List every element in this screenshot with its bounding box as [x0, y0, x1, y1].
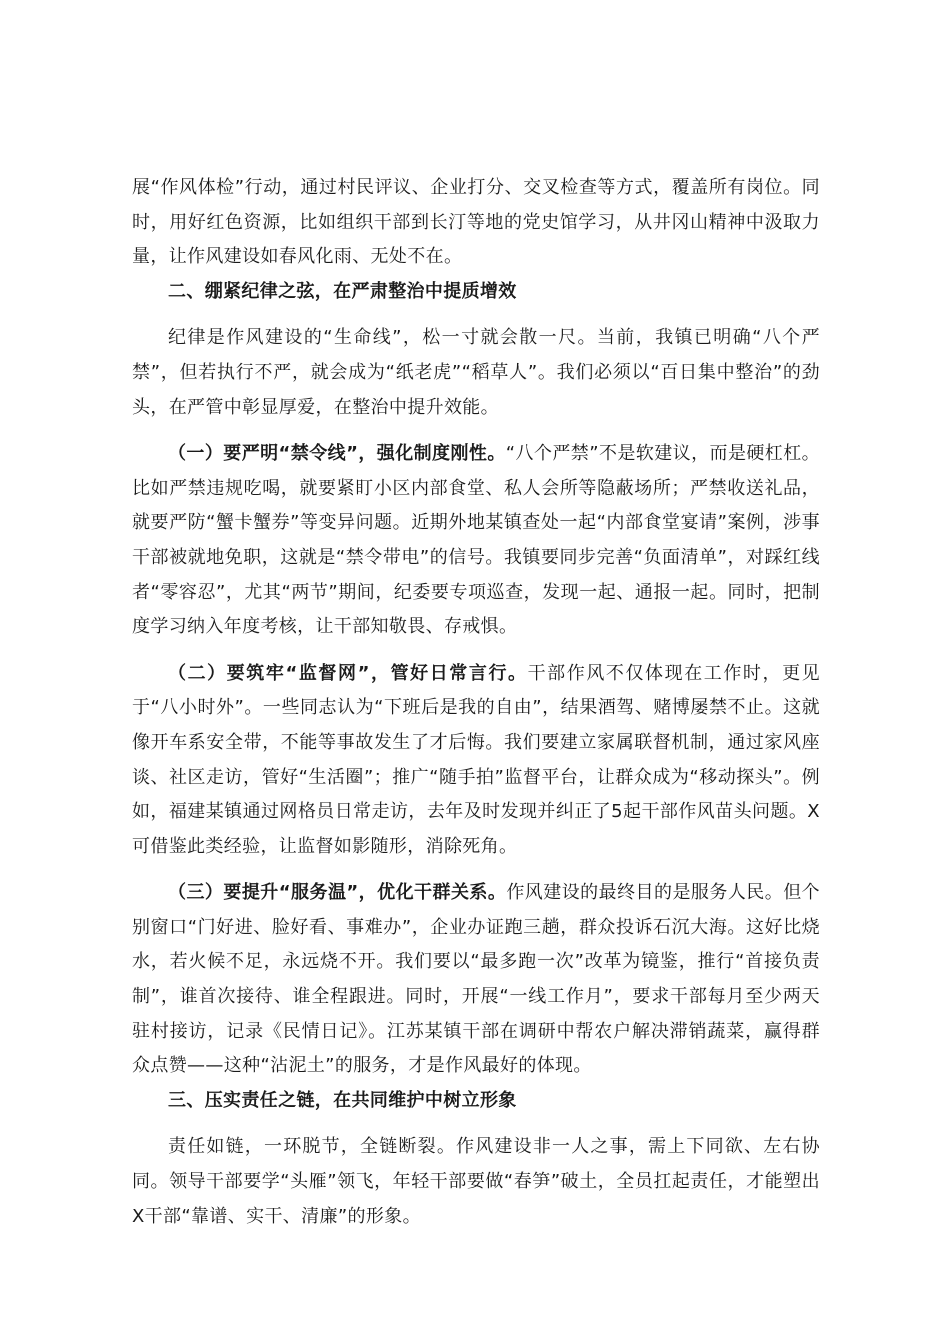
paragraph-discipline-intro: 纪律是作风建设的“生命线”，松一寸就会散一尺。当前，我镇已明确“八个严禁”，但若执行不严，就会成为“纸老虎”“稻草人”。我们必须以“百日集中整治”的劲头，在严管中彰显厚爱，在整治中提升效能。 [132, 327, 820, 418]
subsection-2-lead: （二）要筑牢“监督网”，管好日常言行。 [168, 662, 528, 684]
subsection-2-body: 干部作风不仅体现在工作时，更见于“八小时外”。一些同志认为“下班后是我的自由”，结果酒驾、赌博屡禁不止。这就像开车系安全带，不能等事故发生了才后悔。我们要建立家属联督机制，通过家风座谈、社区走访，管好“生活圈”；推广“随手拍”监督平台，让群众成为“移动探头”。例如，福建某镇通过网格员日常走访，去年及时发现并纠正了5起干部作风苗头问题。X可借鉴此类经验，让监督如影随形，消除死角。 [132, 662, 820, 857]
subsection-1-body: “八个严禁”不是软建议，而是硬杠杠。比如严禁违规吃喝，就要紧盯小区内部食堂、私人会所等隐蔽场所；严禁收送礼品，就要严防“蟹卡蟹券”等变异问题。近期外地某镇查处一起“内部食堂宴请”案例，涉事干部被就地免职，这就是“禁令带电”的信号。我镇要同步完善“负面清单”，对踩红线者“零容忍”，尤其“两节”期间，纪委要专项巡查，发现一起、通报一起。同时，把制度学习纳入年度考核，让干部知敬畏、存戒惧。 [132, 443, 821, 638]
paragraph-responsibility: 责任如链，一环脱节，全链断裂。作风建设非一人之事，需上下同欲、左右协同。领导干部要学“头雁”领飞，年轻干部要做“春笋”破土，全员扛起责任，才能塑出X干部“靠谱、实干、清廉”的形象。 [132, 1136, 820, 1227]
subsection-3-body: 作风建设的最终目的是服务人民。但个别窗口“门好进、脸好看、事难办”，企业办证跑三趟，群众投诉石沉大海。这好比烧水，若火候不足，永远烧不开。我们要以“最多跑一次”改革为镜鉴，推行“首接负责制”，谁首次接待、谁全程跟进。同时，开展“一线工作月”，要求干部每月至少两天驻村接访，记录《民情日记》。江苏某镇干部在调研中帮农户解决滞销蔬菜，赢得群众点赞——这种“沾泥土”的服务，才是作风最好的体现。 [132, 882, 820, 1077]
section-heading-2: 二、绷紧纪律之弦，在严肃整治中提质增效 [168, 280, 517, 302]
subsection-3-lead: （三）要提升“服务温”，优化干群关系。 [168, 882, 507, 904]
subsection-1 [132, 437, 820, 645]
paragraph-continued: 展“作风体检”行动，通过村民评议、企业打分、交叉检查等方式，覆盖所有岗位。同时，用好红色资源，比如组织干部到长汀等地的党史馆学习，从井冈山精神中汲取力量，让作风建设如春风化雨、无处不在。 [132, 177, 820, 268]
subsection-3 [132, 876, 820, 1084]
subsection-2 [132, 657, 820, 865]
subsection-1-lead: （一）要严明“禁令线”，强化制度刚性。 [168, 443, 506, 465]
document-body [132, 171, 820, 1234]
section-heading-3: 三、压实责任之链，在共同维护中树立形象 [168, 1089, 517, 1111]
